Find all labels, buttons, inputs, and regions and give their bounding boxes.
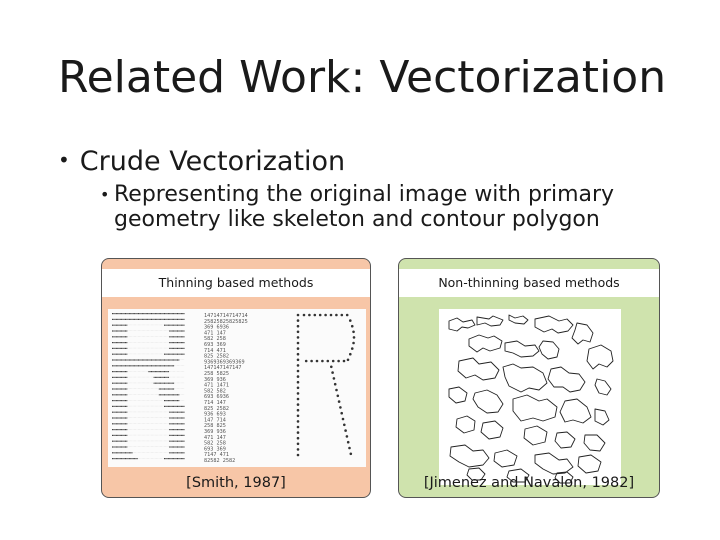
svg-text:369 936: 369 936 xyxy=(204,429,226,435)
svg-text:369 6936: 369 6936 xyxy=(204,324,229,331)
svg-text:7147 471: 7147 471 xyxy=(204,452,229,459)
svg-text:825 2582: 825 2582 xyxy=(204,353,229,360)
bullet-dot-icon: • xyxy=(58,148,70,172)
skeleton-letter-r xyxy=(297,314,356,457)
svg-text:471 147: 471 147 xyxy=(204,434,226,441)
svg-text:693 369: 693 369 xyxy=(204,446,226,453)
contour-polygon-map-illustration xyxy=(439,309,621,485)
svg-text:693 6936: 693 6936 xyxy=(204,394,229,401)
thinning-citation: [Smith, 1987] xyxy=(186,475,286,491)
thinning-panel xyxy=(101,258,371,498)
raster-letter-r xyxy=(112,313,185,459)
non-thinning-panel xyxy=(398,258,660,498)
thinning-example-image xyxy=(108,309,366,467)
svg-text:582 258: 582 258 xyxy=(204,336,226,343)
svg-text:147 714: 147 714 xyxy=(204,417,226,424)
svg-text:825 2582: 825 2582 xyxy=(204,405,229,412)
svg-text:582 582: 582 582 xyxy=(204,388,226,395)
svg-text:936 693: 936 693 xyxy=(204,411,226,418)
svg-text:714 147: 714 147 xyxy=(204,400,226,406)
svg-text:25825825825825: 25825825825825 xyxy=(204,318,248,325)
svg-text:258 825: 258 825 xyxy=(204,423,226,430)
slide-title: Related Work: Vectorization xyxy=(58,52,667,103)
svg-text:714 471: 714 471 xyxy=(204,347,226,354)
svg-text:582 258: 582 258 xyxy=(204,440,226,447)
bullet-level1-text: Crude Vectorization xyxy=(79,146,346,177)
svg-text:82582 2582: 82582 2582 xyxy=(204,458,236,464)
svg-text:693 369: 693 369 xyxy=(204,342,226,348)
svg-text:471 147: 471 147 xyxy=(204,330,226,337)
contour-map-image xyxy=(439,309,621,485)
svg-text:258 5825: 258 5825 xyxy=(204,371,229,377)
svg-text:147147147147: 147147147147 xyxy=(204,365,242,372)
bullet-level2-text: Representing the original image with primary geometry like skeleton and contour polygon xyxy=(114,182,615,232)
svg-text:14714714714714: 14714714714714 xyxy=(204,313,248,319)
letter-r-thinning-illustration xyxy=(108,309,366,467)
thinning-panel-heading: Thinning based methods xyxy=(102,269,370,297)
non-thinning-citation: [Jimenez and Navalon, 1982] xyxy=(423,475,635,491)
distance-map-letter-r xyxy=(204,313,248,464)
bullet-dot-icon: • xyxy=(100,185,110,204)
svg-text:369 936: 369 936 xyxy=(204,376,226,383)
non-thinning-panel-heading: Non-thinning based methods xyxy=(399,269,659,297)
bullet-level1 xyxy=(58,146,345,177)
bullet-level2 xyxy=(100,182,660,232)
svg-text:471 1471: 471 1471 xyxy=(204,382,229,389)
svg-text:9369369369369: 9369369369369 xyxy=(204,359,245,366)
